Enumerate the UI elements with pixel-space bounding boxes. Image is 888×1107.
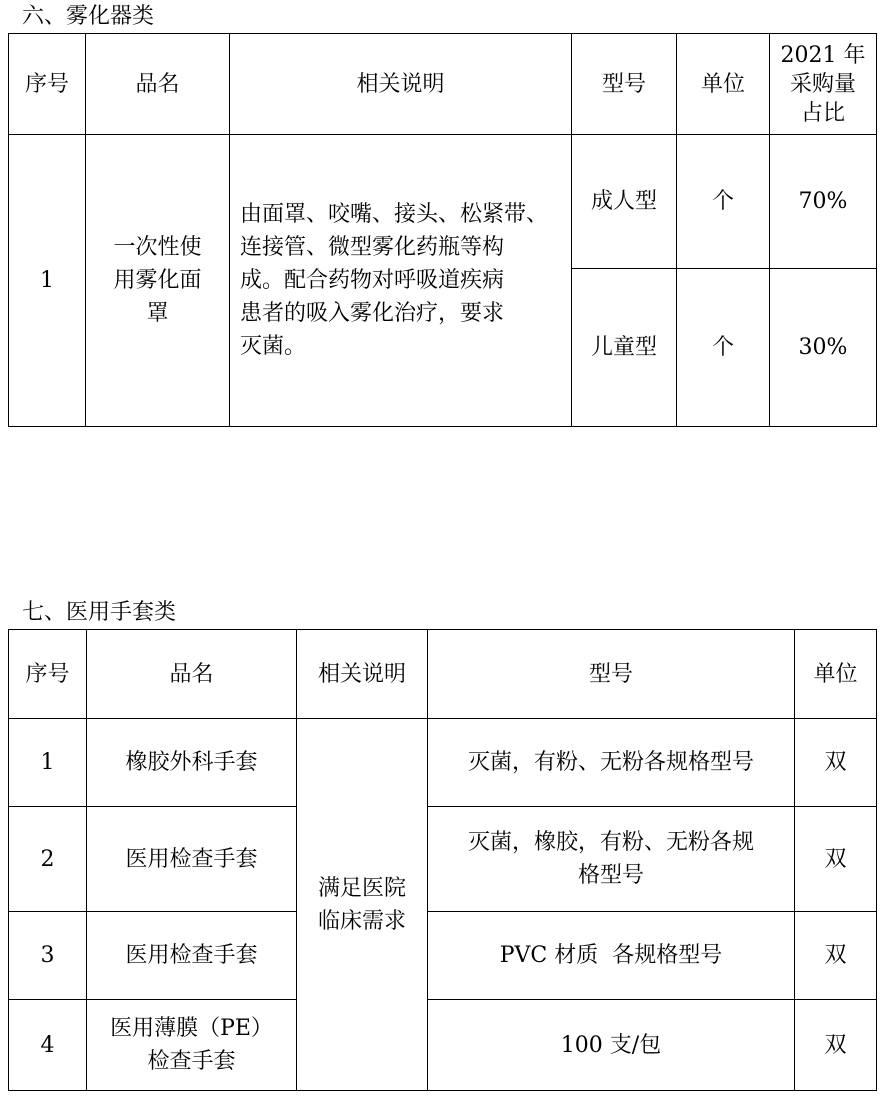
row-model-line2: 格型号: [577, 863, 644, 888]
row-unit: 双: [795, 1000, 877, 1091]
header-ratio-line1: 2021 年: [780, 42, 866, 68]
header-ratio: [770, 34, 877, 135]
row-seq: 3: [9, 912, 87, 1000]
row-name: [87, 912, 297, 1000]
section-6-title: 六、雾化器类: [22, 4, 155, 29]
header-desc: 相关说明: [230, 34, 572, 135]
gloves-table: [8, 629, 877, 1091]
row-model: [428, 807, 795, 912]
header-name: 品名: [86, 34, 230, 135]
row-name: [87, 807, 297, 912]
variant-unit: 个: [677, 135, 770, 269]
header-seq: 序号: [9, 630, 87, 719]
row-model-line1: 灭菌，橡胶，有粉、无粉各规: [467, 830, 754, 855]
row-name-line2: 检查手套: [147, 1049, 236, 1074]
variant-model: 儿童型: [572, 269, 677, 427]
row-name-line1: 医用薄膜（PE）: [110, 1016, 273, 1041]
row-unit: 双: [795, 719, 877, 807]
row-model: [428, 1000, 795, 1091]
row-seq: 1: [9, 135, 86, 427]
row-desc: [297, 719, 428, 1091]
row-desc-line2: 连接管、微型雾化药瓶等构: [240, 235, 505, 260]
desc-line2: 临床需求: [317, 908, 406, 934]
row-name-line2: 用雾化面: [113, 268, 202, 293]
table-row: [9, 807, 877, 912]
row-name-line1: 一次性使: [113, 235, 202, 260]
header-seq: 序号: [9, 34, 86, 135]
header-ratio-line3: 占比: [800, 100, 845, 126]
row-desc-line3: 成。配合药物对呼吸道疾病: [240, 268, 505, 293]
row-name-line1: 医用检查手套: [125, 846, 258, 872]
row-model-line1: PVC 材质 各规格型号: [499, 943, 723, 968]
variant-ratio: 30%: [770, 269, 877, 427]
desc-line1: 满足医院: [317, 875, 406, 901]
header-unit: 单位: [677, 34, 770, 135]
row-unit: 双: [795, 807, 877, 912]
row-model: [428, 912, 795, 1000]
header-name: 品名: [87, 630, 297, 719]
row-name: [87, 1000, 297, 1091]
table-header-row: [9, 34, 877, 135]
row-name-line1: 医用检查手套: [125, 943, 258, 968]
row-seq: 2: [9, 807, 87, 912]
header-desc: 相关说明: [297, 630, 428, 719]
table-row: [9, 912, 877, 1000]
row-model-line1: 100 支/包: [560, 1032, 662, 1058]
header-unit: 单位: [795, 630, 877, 719]
table-header-row: [9, 630, 877, 719]
row-model-line1: 灭菌，有粉、无粉各规格型号: [467, 750, 754, 775]
nebulizer-table: [8, 33, 877, 427]
row-desc-line5: 灭菌。: [240, 334, 307, 359]
header-model: 型号: [572, 34, 677, 135]
row-desc: [230, 135, 572, 427]
row-seq: 1: [9, 719, 87, 807]
variant-model: 成人型: [572, 135, 677, 269]
row-name-line3: 罩: [146, 301, 169, 326]
row-desc-line1: 由面罩、咬嘴、接头、松紧带、: [240, 202, 549, 227]
table-row: [9, 719, 877, 807]
variant-unit: 个: [677, 269, 770, 427]
table-row: [9, 1000, 877, 1091]
row-name: [86, 135, 230, 427]
row-seq: 4: [9, 1000, 87, 1091]
section-7-title: 七、医用手套类: [22, 600, 177, 625]
row-name-line1: 橡胶外科手套: [125, 750, 258, 775]
row-name: [87, 719, 297, 807]
row-unit: 双: [795, 912, 877, 1000]
row-model: [428, 719, 795, 807]
header-ratio-line2: 采购量: [789, 71, 856, 97]
variant-ratio: 70%: [770, 135, 877, 269]
table-row: [9, 135, 877, 269]
row-desc-line4: 患者的吸入雾化治疗，要求: [240, 301, 505, 326]
header-model: 型号: [428, 630, 795, 719]
